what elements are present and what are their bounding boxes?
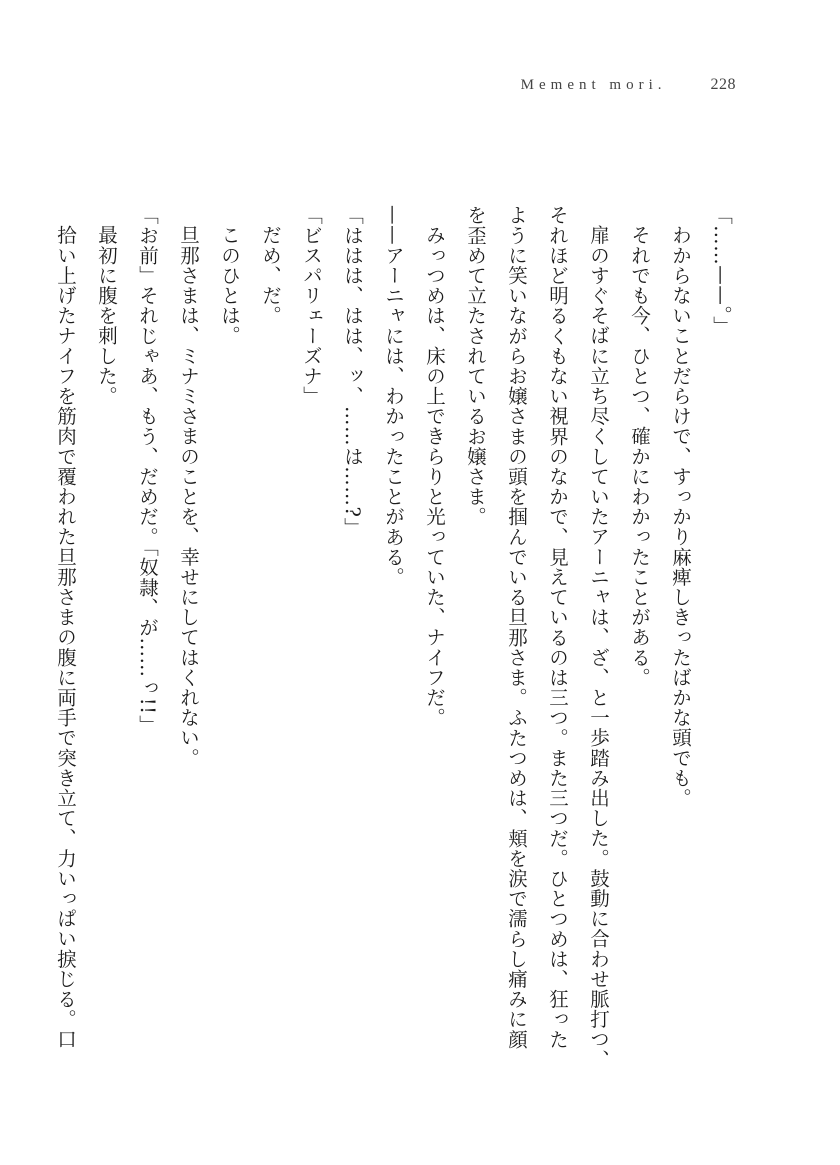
book-title: Mement mori. bbox=[520, 77, 667, 93]
running-header bbox=[521, 76, 736, 94]
text-line: みっつめは、床の上できらりと光っていた、ナイフだ。 bbox=[423, 224, 446, 727]
text-line: わからないことだらけで、すっかり麻痺しきったばかな頭でも。 bbox=[669, 224, 692, 808]
text-line: 扉のすぐそばに立ち尽くしていたアーニャは、ざ、と一歩踏み出した。鼓動に合わせ脈打つ、 bbox=[587, 224, 610, 1069]
text-line: 「ビスパリェーズナ」 bbox=[300, 205, 323, 406]
text-line: ——アーニャには、わかったことがある。 bbox=[382, 205, 405, 587]
text-line: を歪めて立たされているお嬢さま。 bbox=[464, 205, 487, 527]
page-number: 228 bbox=[710, 76, 736, 93]
text-line: 旦那さまは、ミナミさまのことを、幸せにしてはくれない。 bbox=[177, 224, 200, 768]
text-line: それほど明るくもない視界のなかで、見えているのは三つ。また三つだ。ひとつめは、狂った bbox=[546, 205, 569, 1050]
text-line: 「ははは、はは、ッ、……は……?」 bbox=[341, 205, 364, 538]
text-line: このひとは。 bbox=[218, 224, 241, 346]
vertical-body-text bbox=[54, 205, 742, 1085]
text-line: 最初に腹を刺した。 bbox=[95, 224, 118, 406]
text-line: ように笑いながらお嬢さまの頭を掴んでいる旦那さま。ふたつめは、頬を涙で濡らし痛みに顔 bbox=[505, 205, 528, 1050]
text-line: 「……——。」 bbox=[710, 205, 733, 336]
text-line: 「お前」それじゃあ、もう、だめだ。「奴隷、が……っ!!」 bbox=[136, 205, 159, 735]
text-line: それでも今、ひとつ、確かにわかったことがある。 bbox=[628, 224, 651, 687]
text-line: 拾い上げたナイフを筋肉で覆われた旦那さまの腹に両手で突き立て、力いっぱい捩じる。口 bbox=[54, 224, 77, 1049]
text-line: だめ、だ。 bbox=[259, 224, 282, 325]
